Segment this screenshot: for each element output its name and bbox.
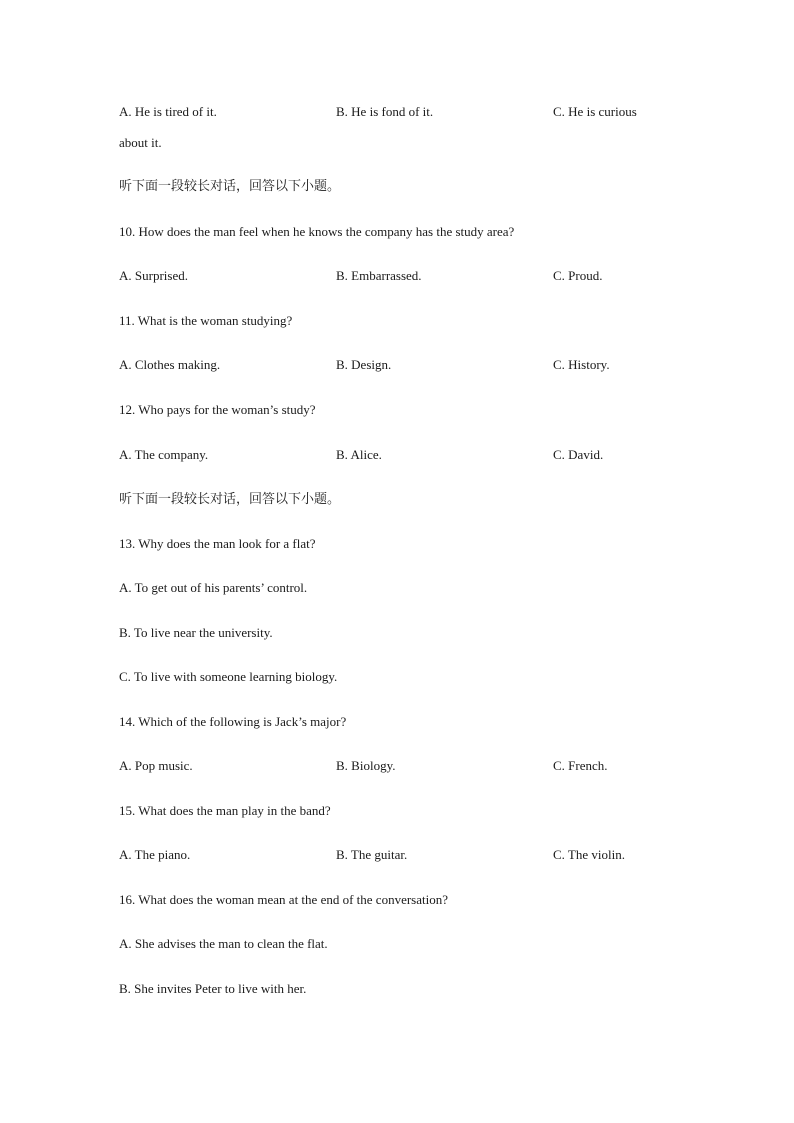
q15-option-b: B. The guitar. — [336, 847, 408, 862]
q16-option-a: A. She advises the man to clean the flat. — [119, 936, 328, 951]
q9-option-a: A. He is tired of it. — [119, 104, 217, 119]
q13-option-c: C. To live with someone learning biology. — [119, 669, 338, 684]
q9-option-c: C. He is curious — [553, 104, 637, 119]
q10-option-a: A. Surprised. — [119, 268, 188, 283]
q15-option-a: A. The piano. — [119, 847, 191, 862]
q10-option-c: C. Proud. — [553, 268, 603, 283]
q13-option-a: A. To get out of his parents’ control. — [119, 580, 308, 595]
q10-question: 10. How does the man feel when he knows the company has the study area? — [119, 224, 515, 239]
q13-option-b: B. To live near the university. — [119, 625, 273, 640]
q12-question: 12. Who pays for the woman’s study? — [119, 402, 316, 417]
q11-option-a: A. Clothes making. — [119, 357, 221, 372]
q12-option-a: A. The company. — [119, 447, 209, 462]
q16-question: 16. What does the woman mean at the end of the conversation? — [119, 892, 448, 907]
q12-option-c: C. David. — [553, 447, 604, 462]
q9-option-c-continuation: about it. — [119, 135, 162, 150]
section-header-2: 听下面一段较长对话，回答以下小题。 — [119, 491, 341, 506]
section-header-1: 听下面一段较长对话，回答以下小题。 — [119, 178, 341, 193]
q14-option-c: C. French. — [553, 758, 608, 773]
q15-question: 15. What does the man play in the band? — [119, 803, 331, 818]
q13-question: 13. Why does the man look for a flat? — [119, 536, 316, 551]
q11-question: 11. What is the woman studying? — [119, 313, 293, 328]
q15-option-c: C. The violin. — [553, 847, 625, 862]
q11-option-c: C. History. — [553, 357, 610, 372]
q12-option-b: B. Alice. — [336, 447, 382, 462]
q9-option-b: B. He is fond of it. — [336, 104, 434, 119]
q16-option-b: B. She invites Peter to live with her. — [119, 981, 307, 996]
q11-option-b: B. Design. — [336, 357, 392, 372]
q10-option-b: B. Embarrassed. — [336, 268, 422, 283]
q14-question: 14. Which of the following is Jack’s major? — [119, 714, 347, 729]
q14-option-a: A. Pop music. — [119, 758, 193, 773]
q14-option-b: B. Biology. — [336, 758, 396, 773]
